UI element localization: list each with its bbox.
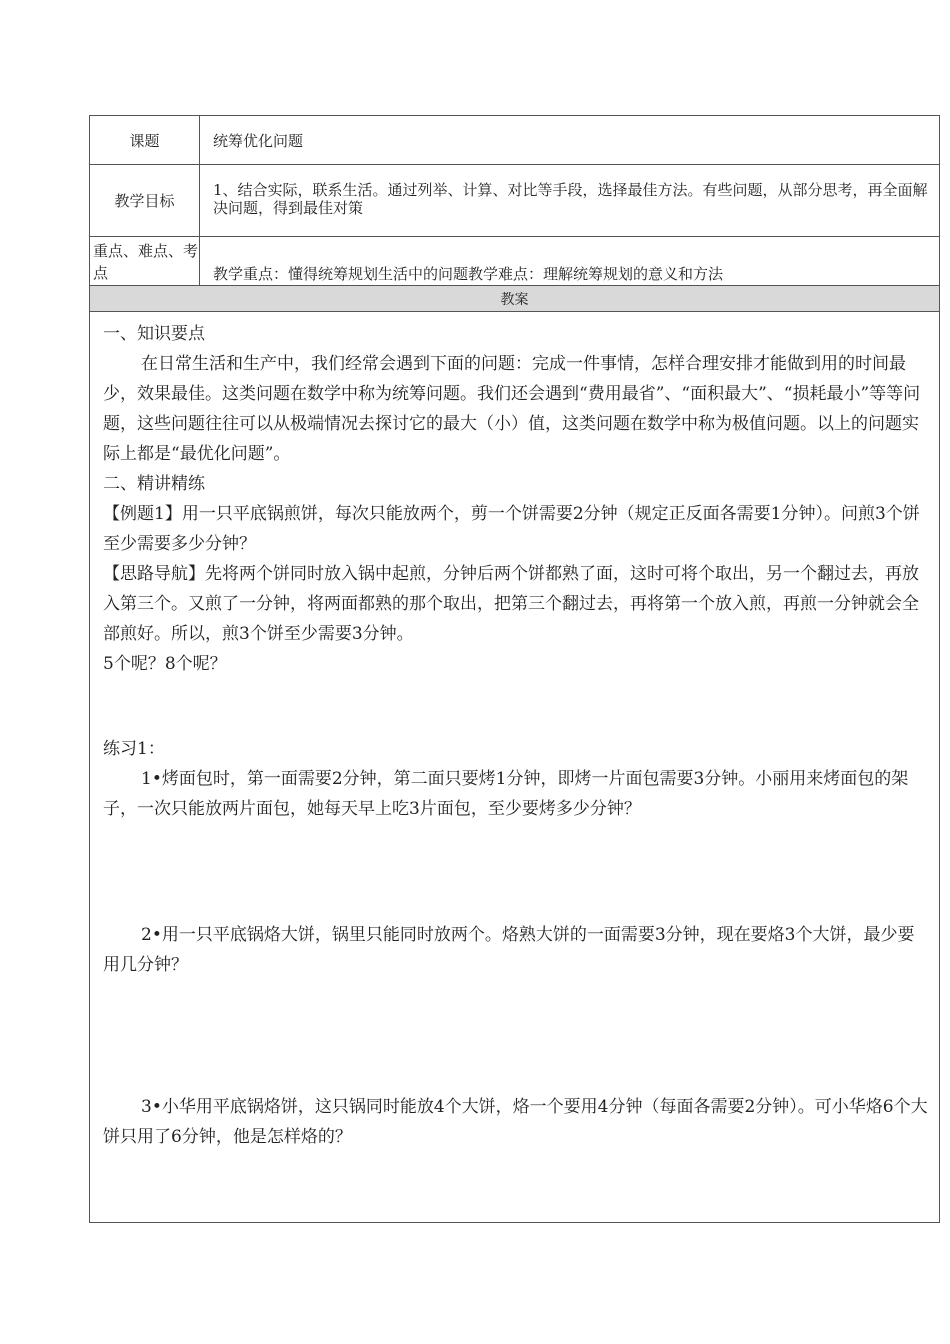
focus-row bbox=[90, 237, 939, 286]
knowledge-paragraph: 在日常生活和生产中，我们经常会遇到下面的问题：完成一件事情，怎样合理安排才能做到用的时间最少，效果最佳。这类问题在数学中称为统筹问题。我们还会遇到“费用最省”、“面积最大”、“损耗最小”等等问题，这些问题往往可以从极端情况去探讨它的最大（小）值，这类问题在数学中称为极值问题。以上的问题实际上都是“最优化问题”。 bbox=[103, 354, 921, 464]
topic-label: 课题 bbox=[90, 116, 200, 164]
topic-value: 统筹优化问题 bbox=[213, 131, 304, 150]
practice-question-2: 2•用一只平底锅烙大饼，锅里只能同时放两个。烙熟大饼的一面需要3分钟，现在要烙3个大饼，最少要用几分钟？ bbox=[103, 925, 915, 975]
practice-question-1: 1•烤面包时，第一面需要2分钟，第二面只要烤1分钟，即烤一片面包需要3分钟。小丽用来烤面包的架子，一次只能放两片面包，她每天早上吃3片面包，至少要烤多少分钟？ bbox=[103, 769, 909, 819]
lecture-heading: 二、精讲精练 bbox=[103, 474, 205, 494]
practice-title: 练习1： bbox=[103, 739, 165, 759]
thinking-guide: 【思路导航】先将两个饼同时放入锅中起煎，分钟后两个饼都熟了面，这时可将个取出，另一个翻过去，再放入第三个。又煎了一分钟，将两面都熟的那个取出，把第三个翻过去，再将第一个放入煎，再煎一分钟就会全部煎好。所以，煎3个饼至少需要3分钟。 bbox=[103, 564, 919, 644]
goal-label: 教学目标 bbox=[90, 165, 200, 236]
goal-row bbox=[90, 165, 939, 237]
lesson-plan-table bbox=[89, 115, 940, 1223]
focus-value: 教学重点：懂得统筹规划生活中的问题教学难点：理解统筹规划的意义和方法 bbox=[213, 265, 724, 283]
focus-label: 重点、难点、考点 bbox=[90, 237, 200, 285]
example-1: 【例题1】用一只平底锅煎饼，每次只能放两个，剪一个饼需要2分钟（规定正反面各需要1分钟）。问煎3个饼至少需要多少分钟？ bbox=[103, 504, 920, 554]
lesson-content bbox=[90, 312, 939, 1222]
section-header: 教案 bbox=[90, 286, 939, 312]
goal-value: 1、结合实际，联系生活。通过列举、计算、对比等手段，选择最佳方法。有些问题，从部分思考，再全面解决问题，得到最佳对策 bbox=[213, 181, 928, 217]
knowledge-heading: 一、知识要点 bbox=[103, 324, 205, 344]
followup-question: 5个呢？8个呢？ bbox=[103, 654, 227, 674]
practice-question-3: 3•小华用平底锅烙饼，这只锅同时能放4个大饼，烙一个要用4分钟（每面各需要2分钟）。可小华烙6个大饼只用了6分钟，他是怎样烙的？ bbox=[103, 1097, 928, 1147]
topic-row bbox=[90, 116, 939, 165]
